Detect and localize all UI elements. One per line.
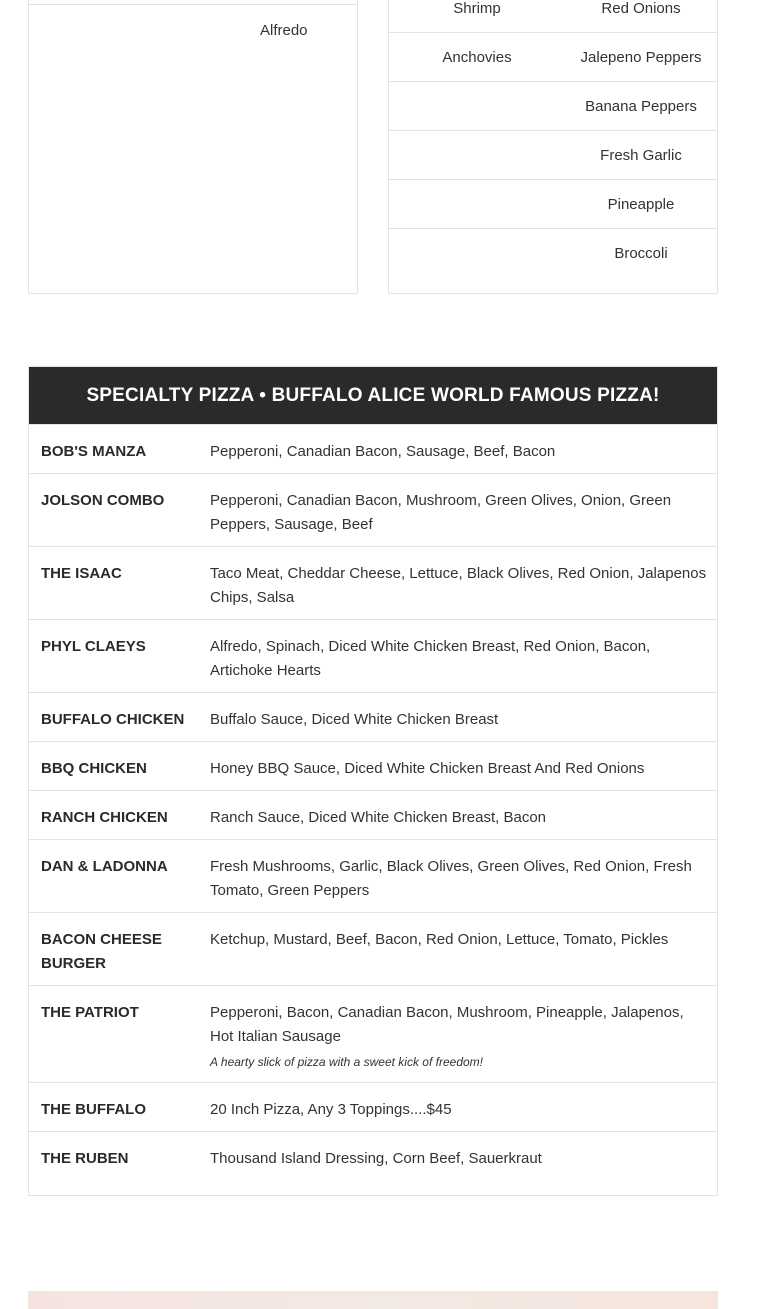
pizza-row [29,840,717,913]
decorative-banner [28,1291,718,1309]
pizza-name: DAN & LADONNA [41,858,168,875]
table-cell: Jalepeno Peppers [580,49,702,66]
table-row [389,131,717,180]
left-topping-table [28,0,358,294]
pizza-description: Pepperoni, Canadian Bacon, Sausage, Beef, Bacon [210,443,556,460]
specialty-pizza-table [28,366,718,1196]
table-row [389,33,717,82]
pizza-name: JOLSON COMBO [41,492,165,509]
pizza-description: Honey BBQ Sauce, Diced White Chicken Breast And Red Onions [210,760,645,777]
pizza-row [29,693,717,742]
pizza-row [29,1132,717,1196]
table-cell: Fresh Garlic [600,147,682,164]
pizza-description: Pepperoni, Canadian Bacon, Mushroom, Green Olives, Onion, Green Peppers, Sausage, Beef [210,492,672,533]
section-title: SPECIALTY PIZZA • BUFFALO ALICE WORLD FAMOUS PIZZA! [29,367,717,425]
pizza-description: Taco Meat, Cheddar Cheese, Lettuce, Black Olives, Red Onion, Jalapenos Chips, Salsa [210,565,707,606]
table-cell: Shrimp [453,0,501,17]
pizza-description: Alfredo, Spinach, Diced White Chicken Breast, Red Onion, Bacon, Artichoke Hearts [210,638,651,679]
pizza-name: THE RUBEN [41,1150,129,1167]
pizza-name: BUFFALO CHICKEN [41,711,185,728]
table-cell: Pineapple [607,196,675,213]
table-row [389,82,717,131]
pizza-description: Ranch Sauce, Diced White Chicken Breast, Bacon [210,809,546,826]
pizza-row [29,791,717,840]
table-cell: Alfredo [260,22,308,39]
pizza-row [29,620,717,693]
table-row [389,0,717,33]
table-cell: Red Onions [601,0,681,17]
pizza-name: THE PATRIOT [41,1004,139,1021]
pizza-name: BOB'S MANZA [41,443,147,460]
pizza-row [29,1083,717,1132]
pizza-name: BBQ CHICKEN [41,760,147,777]
table-cell: Banana Peppers [585,98,697,115]
pizza-row [29,547,717,620]
pizza-name: PHYL CLAEYS [41,638,146,655]
pizza-name: THE BUFFALO [41,1101,146,1118]
table-row [389,180,717,229]
table-row [389,229,717,294]
right-topping-table [388,0,718,294]
pizza-row [29,425,717,474]
pizza-name: BACON CHEESE BURGER [41,931,162,972]
table-cell: Anchovies [442,49,512,66]
pizza-row [29,986,717,1083]
table-row [29,5,357,54]
pizza-row [29,474,717,547]
pizza-name: RANCH CHICKEN [41,809,168,826]
pizza-description: Buffalo Sauce, Diced White Chicken Breast [210,711,499,728]
pizza-description: 20 Inch Pizza, Any 3 Toppings....$45 [210,1101,452,1118]
table-cell: Broccoli [614,245,668,262]
pizza-description: Thousand Island Dressing, Corn Beef, Sauerkraut [210,1150,542,1167]
pizza-row [29,913,717,986]
pizza-description: Fresh Mushrooms, Garlic, Black Olives, Green Olives, Red Onion, Fresh Tomato, Green Peppers [210,858,692,899]
pizza-description [210,1001,710,1075]
pizza-name: THE ISAAC [41,565,122,582]
pizza-description-text: Pepperoni, Bacon, Canadian Bacon, Mushroom, Pineapple, Jalapenos, Hot Italian Sausage [210,1004,684,1045]
pizza-description: Ketchup, Mustard, Beef, Bacon, Red Onion, Lettuce, Tomato, Pickles [210,931,669,948]
pizza-row [29,742,717,791]
pizza-note: A hearty slick of pizza with a sweet kick of freedom! [210,1055,483,1069]
